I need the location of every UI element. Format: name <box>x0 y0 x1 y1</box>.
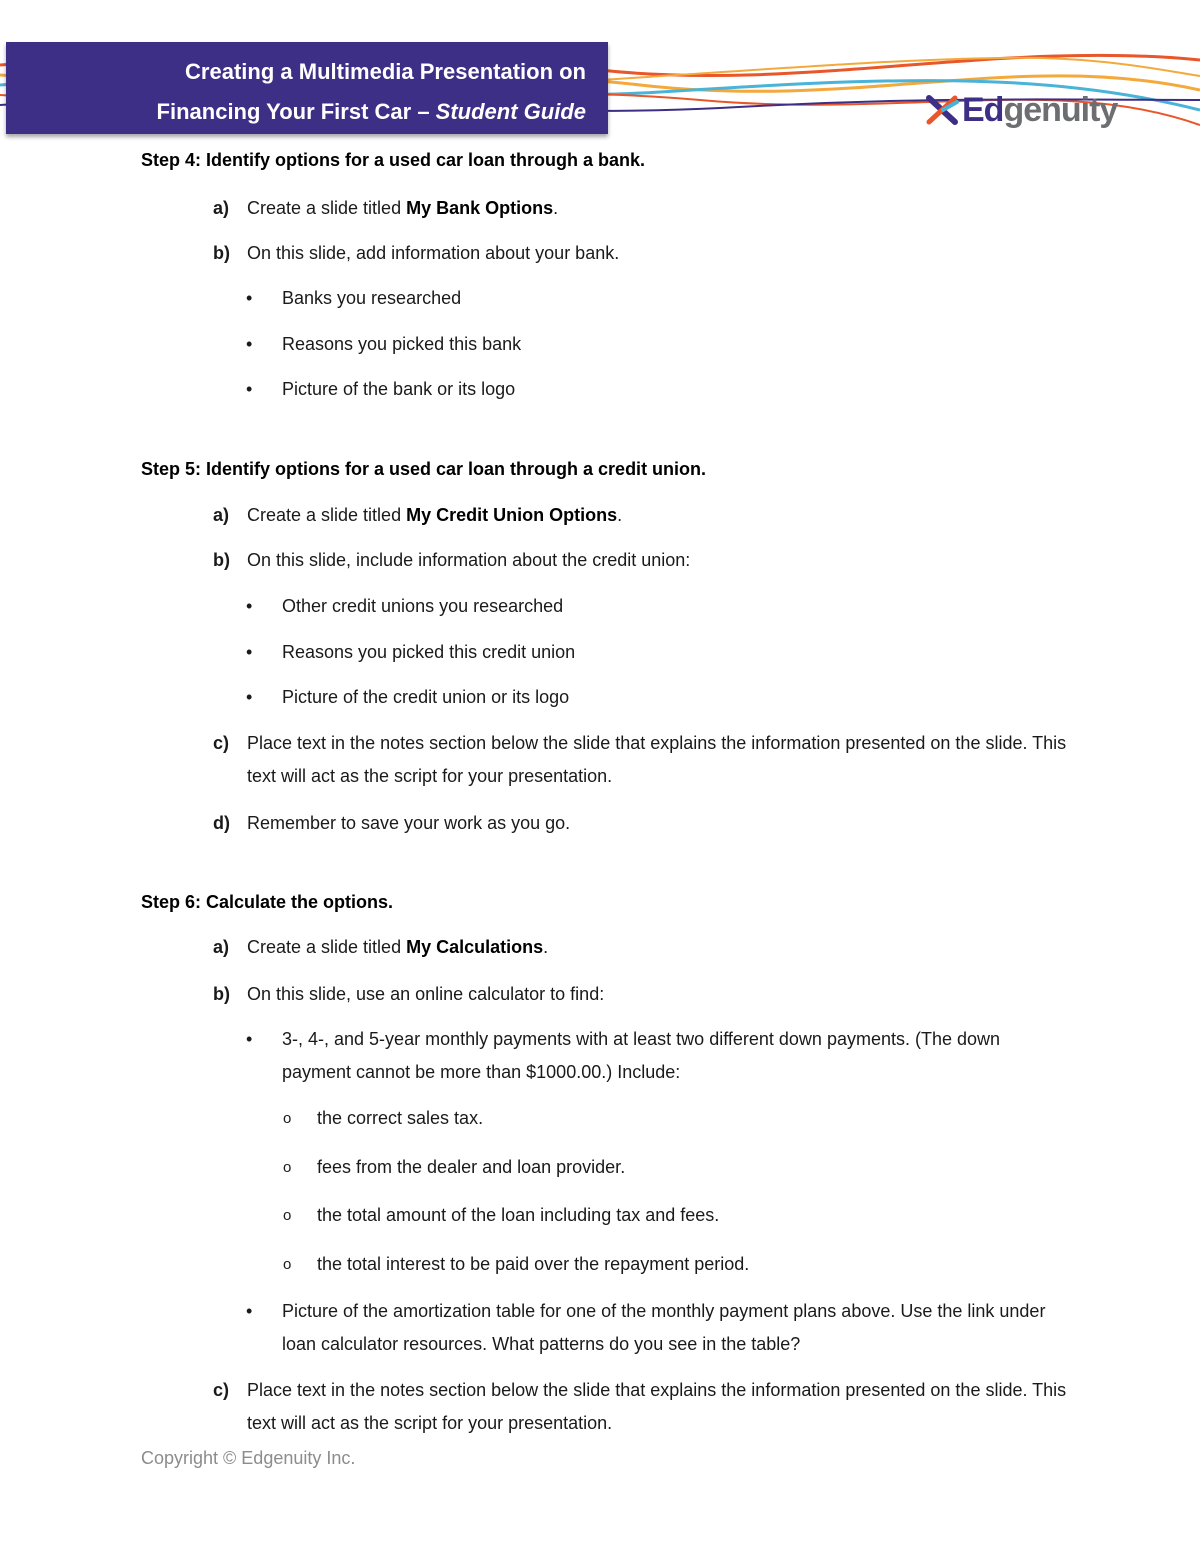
item-label: a) <box>213 937 230 957</box>
item-text: Place text in the notes section below the slide that explains the information presented on the slide. This text will act as the script for your presentation. <box>247 733 1067 786</box>
step-6-item-a <box>213 931 1073 964</box>
bullet-dot-icon: • <box>246 288 253 308</box>
title-line-2 <box>6 92 586 132</box>
sub-bullet-circle-icon: o <box>283 1207 292 1224</box>
item-text-post: . <box>543 937 549 957</box>
item-label: a) <box>213 505 230 525</box>
bullet-dot-icon: • <box>246 1029 253 1049</box>
step-5-item-a <box>213 499 1073 532</box>
step-5-item-d <box>213 807 1073 840</box>
item-label: d) <box>213 813 230 833</box>
bullet-dot-icon: • <box>246 379 253 399</box>
item-text-pre: Create a slide titled <box>247 937 407 957</box>
sub-bullet-circle-icon: o <box>283 1159 292 1176</box>
step-6-bullet <box>246 1023 1066 1089</box>
step-6-sub-bullet <box>283 1151 1043 1184</box>
item-text <box>247 931 1073 964</box>
item-text <box>247 499 1073 532</box>
item-text-post: . <box>553 198 559 218</box>
sub-bullet-text: the correct sales tax. <box>317 1108 484 1128</box>
item-text: On this slide, add information about your bank. <box>247 243 620 263</box>
logo-wordmark-ed: Ed <box>962 90 1004 129</box>
step-6-heading: Step 6: Calculate the options. <box>141 892 394 912</box>
item-label: c) <box>213 1380 230 1400</box>
step-5-heading: Step 5: Identify options for a used car loan through a credit union. <box>141 459 707 479</box>
bullet-dot-icon: • <box>246 642 253 662</box>
step-6-bullet <box>246 1295 1066 1361</box>
sub-bullet-circle-icon: o <box>283 1110 292 1127</box>
step-6-sub-bullet <box>283 1102 1043 1135</box>
step-5-item-c <box>213 727 1073 793</box>
step-4-bullet <box>246 282 1066 315</box>
bullet-text: Picture of the amortization table for one of the monthly payment plans above. Use the link under loan calculator resources. What patterns do you see in the table? <box>282 1301 1046 1354</box>
step-6-item-b <box>213 978 1073 1011</box>
bullet-text: Reasons you picked this credit union <box>282 642 576 662</box>
edgenuity-x-logo-icon <box>925 92 961 128</box>
item-text: On this slide, include information about the credit union: <box>247 550 691 570</box>
step-4-bullet <box>246 373 1066 406</box>
title-line-2-text: Financing Your First Car – <box>156 99 436 124</box>
sub-bullet-text: the total interest to be paid over the repayment period. <box>317 1254 750 1274</box>
document-title-banner <box>6 42 608 134</box>
item-label: b) <box>213 984 230 1004</box>
sub-bullet-circle-icon: o <box>283 1256 292 1273</box>
bullet-text: Reasons you picked this bank <box>282 334 522 354</box>
slide-title-name: My Calculations <box>406 937 544 957</box>
step-5-bullet <box>246 590 1066 623</box>
item-text: Place text in the notes section below the slide that explains the information presented on the slide. This text will act as the script for your presentation. <box>247 1380 1067 1433</box>
title-line-2-italic: Student Guide <box>435 99 586 124</box>
logo-wordmark-rest: genuity <box>1003 90 1118 129</box>
item-label: b) <box>213 550 230 570</box>
item-text: On this slide, use an online calculator to find: <box>247 984 605 1004</box>
bullet-text: Other credit unions you researched <box>282 596 564 616</box>
step-6-sub-bullet <box>283 1199 1043 1232</box>
bullet-text: 3-, 4-, and 5-year monthly payments with at least two different down payments. (The down payment cannot be more than $1000.00.) Include: <box>282 1029 1001 1082</box>
item-label: a) <box>213 198 230 218</box>
bullet-dot-icon: • <box>246 687 253 707</box>
bullet-text: Picture of the bank or its logo <box>282 379 516 399</box>
step-4-heading: Step 4: Identify options for a used car loan through a bank. <box>141 150 646 170</box>
sub-bullet-text: the total amount of the loan including tax and fees. <box>317 1205 720 1225</box>
item-text-post: . <box>617 505 623 525</box>
bullet-dot-icon: • <box>246 334 253 354</box>
item-text-pre: Create a slide titled <box>247 505 407 525</box>
item-label: c) <box>213 733 230 753</box>
bullet-text: Banks you researched <box>282 288 462 308</box>
slide-title-name: My Credit Union Options <box>406 505 618 525</box>
item-text: Remember to save your work as you go. <box>247 813 571 833</box>
step-5-item-b <box>213 544 1073 577</box>
logo-wordmark <box>962 91 1117 130</box>
copyright-footer: Copyright © Edgenuity Inc. <box>141 1448 356 1468</box>
title-line-1: Creating a Multimedia Presentation on <box>185 59 586 84</box>
step-5-bullet <box>246 636 1066 669</box>
step-6-sub-bullet <box>283 1248 1043 1281</box>
step-4-item-b <box>213 237 1073 270</box>
item-text-pre: Create a slide titled <box>247 198 407 218</box>
step-4-item-a <box>213 192 1073 225</box>
step-5-bullet <box>246 681 1066 714</box>
sub-bullet-text: fees from the dealer and loan provider. <box>317 1157 626 1177</box>
step-6-item-c <box>213 1374 1073 1440</box>
step-4-bullet <box>246 328 1066 361</box>
item-label: b) <box>213 243 230 263</box>
bullet-text: Picture of the credit union or its logo <box>282 687 570 707</box>
slide-title-name: My Bank Options <box>406 198 554 218</box>
bullet-dot-icon: • <box>246 596 253 616</box>
item-text <box>247 192 1073 225</box>
bullet-dot-icon: • <box>246 1301 253 1321</box>
edgenuity-logo <box>925 90 1117 130</box>
